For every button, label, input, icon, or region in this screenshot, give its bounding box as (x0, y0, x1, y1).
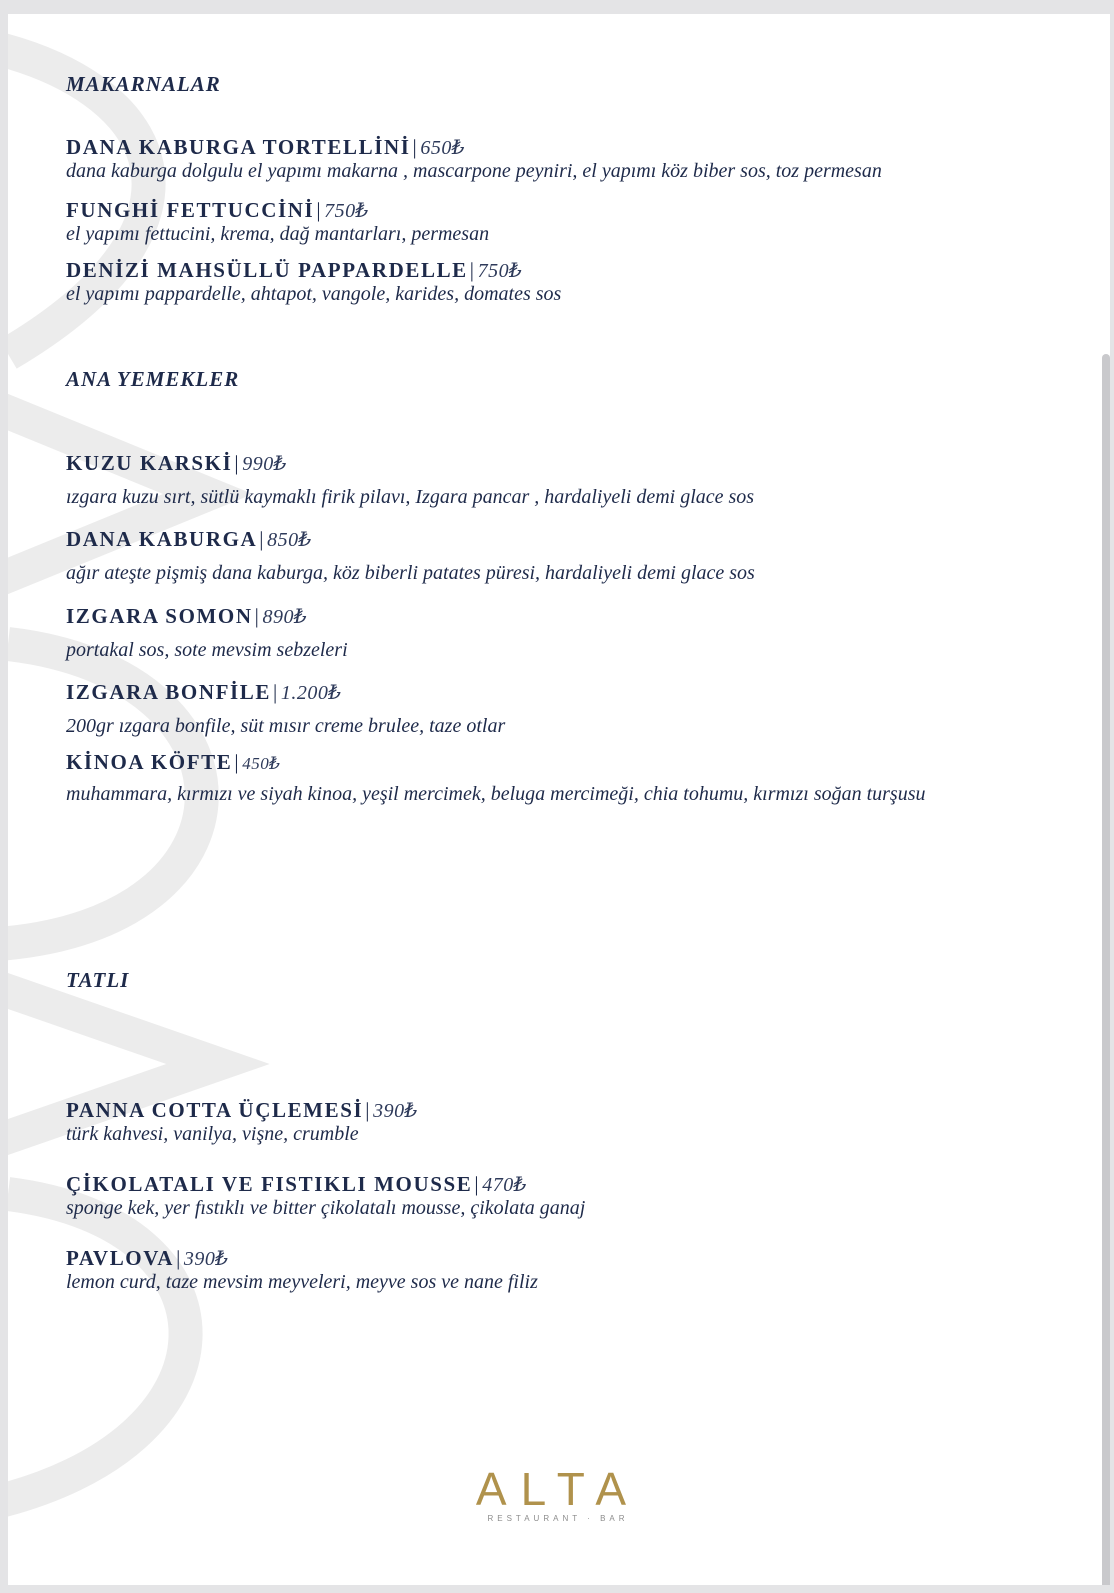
item-price: 850₺ (267, 529, 312, 551)
item-price: 1.200₺ (280, 682, 342, 704)
logo-wordmark: ALTA (475, 1463, 641, 1515)
item-description: 200gr ızgara bonfile, süt mısır creme brulee, taze otlar (66, 715, 506, 737)
item-description: ağır ateşte pişmiş dana kaburga, köz biberli patates püresi, hardaliyeli demi glace sos (66, 562, 755, 584)
logo-subtitle: RESTAURANT · BAR (487, 1514, 629, 1523)
item-name: KİNOA KÖFTE (66, 750, 233, 774)
item-name: IZGARA SOMON (66, 604, 253, 628)
item-price: 390₺ (183, 1248, 229, 1270)
menu-item-izgara-bonfile (66, 680, 1066, 738)
menu-item-kinoa-kofte (66, 750, 1066, 806)
item-description: sponge kek, yer fıstıklı ve bitter çikolatalı mousse, çikolata ganaj (66, 1197, 586, 1219)
separator: | (234, 451, 241, 475)
separator: | (234, 750, 241, 774)
menu-page (8, 14, 1110, 1585)
item-name: FUNGHİ FETTUCCİNİ (66, 198, 315, 222)
item-price: 990₺ (242, 453, 287, 475)
separator: | (176, 1246, 182, 1270)
item-name: PAVLOVA (66, 1246, 175, 1270)
menu-item-denizi-mahsullu-pappardelle (66, 258, 1066, 306)
item-name: PANNA COTTA ÜÇLEMESİ (66, 1098, 364, 1122)
item-description: dana kaburga dolgulu el yapımı makarna , mascarpone peyniri, el yapımı köz biber sos, toz permesan (66, 160, 882, 182)
menu-item-panna-cotta-uclemesi (66, 1098, 1066, 1146)
menu-item-dana-kaburga (66, 527, 1066, 585)
separator: | (316, 198, 323, 222)
item-name: DANA KABURGA TORTELLİNİ (66, 135, 411, 159)
item-description: el yapımı fettucini, krema, dağ mantarları, permesan (66, 223, 490, 245)
alta-logo (458, 1462, 658, 1532)
item-description: muhammara, kırmızı ve siyah kinoa, yeşil mercimek, beluga mercimeği, chia tohumu, kırmızı soğan turşusu (66, 783, 926, 805)
menu-item-kuzu-karski (66, 451, 1066, 509)
menu-item-dana-kaburga-tortellini (66, 135, 1066, 183)
separator: | (365, 1098, 372, 1122)
item-name: DANA KABURGA (66, 527, 258, 551)
item-name: ÇİKOLATALI VE FISTIKLI MOUSSE (66, 1172, 473, 1196)
section-title-ana-yemekler: ANA YEMEKLER (66, 367, 240, 391)
item-description: el yapımı pappardelle, ahtapot, vangole, karides, domates sos (66, 283, 562, 305)
menu-item-pavlova (66, 1246, 1066, 1294)
item-description: lemon curd, taze mevsim meyveleri, meyve sos ve nane filiz (66, 1271, 538, 1293)
scrollbar[interactable] (1102, 354, 1110, 1585)
item-name: IZGARA BONFİLE (66, 680, 272, 704)
item-name: DENİZİ MAHSÜLLÜ PAPPARDELLE (66, 258, 468, 282)
item-price: 470₺ (482, 1174, 527, 1196)
item-description: ızgara kuzu sırt, sütlü kaymaklı firik pilavı, Izgara pancar , hardaliyeli demi glace sos (66, 486, 755, 508)
separator: | (254, 604, 261, 628)
item-price: 450₺ (242, 754, 281, 773)
separator: | (273, 680, 279, 704)
item-price: 750₺ (477, 260, 523, 282)
separator: | (474, 1172, 481, 1196)
item-name: KUZU KARSKİ (66, 451, 233, 475)
section-title-makarnalar: MAKARNALAR (66, 72, 221, 96)
item-price: 890₺ (262, 606, 308, 628)
separator: | (469, 258, 476, 282)
item-price: 390₺ (373, 1100, 418, 1122)
separator: | (412, 135, 419, 159)
menu-item-izgara-somon (66, 604, 1066, 662)
item-description: türk kahvesi, vanilya, vişne, crumble (66, 1123, 359, 1145)
item-description: portakal sos, sote mevsim sebzeleri (66, 639, 348, 661)
menu-item-cikolatali-ve-fistikli-mousse (66, 1172, 1066, 1220)
menu-item-funghi-fettuccini (66, 198, 1066, 246)
item-price: 750₺ (324, 200, 369, 222)
section-title-tatli: TATLI (66, 968, 130, 992)
item-price: 650₺ (420, 137, 466, 159)
separator: | (259, 527, 266, 551)
